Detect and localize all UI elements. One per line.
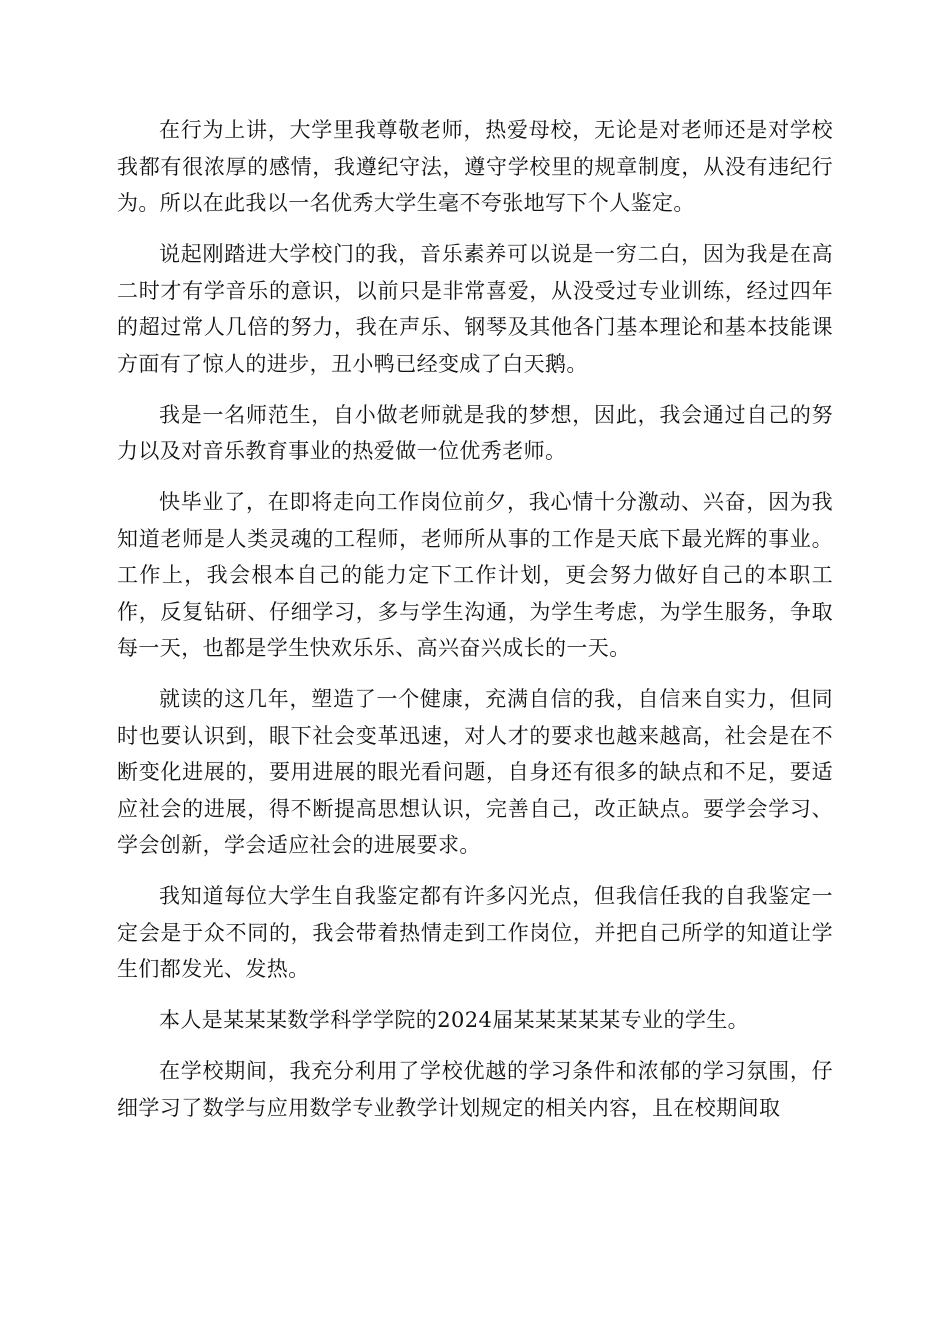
paragraph-graduation: 快毕业了，在即将走向工作岗位前夕，我心情十分激动、兴奋，因为我知道老师是人类灵魂的工程师，老师所从事的工作是天底下最光辉的事业。工作上，我会根本自己的能力定下工作计划，更会努力做好自己的本职工作，反复钻研、仔细学习，多与学生沟通，为学生考虑，为学生服务，争取每一天，也都是学生快欢乐乐、高兴奋兴成长的一天。 <box>117 490 833 660</box>
paragraph-conduct: 在行为上讲，大学里我尊敬老师，热爱母校，无论是对老师还是对学校我都有很浓厚的感情，我遵纪守法，遵守学校里的规章制度，从没有违纪行为。所以在此我以一名优秀大学生毫不夸张地写下个人鉴定。 <box>117 118 833 215</box>
paragraph-self-assessment: 我知道每位大学生自我鉴定都有许多闪光点，但我信任我的自我鉴定一定会是于众不同的，我会带着热情走到工作岗位，并把自己所学的知道让学生们都发光、发热。 <box>117 884 833 981</box>
paragraph-introduction: 本人是某某某数学科学学院的2024届某某某某某专业的学生。 <box>159 1008 750 1032</box>
paragraph-growth: 就读的这几年，塑造了一个健康，充满自信的我，自信来自实力，但同时也要认识到，眼下社会变革迅速，对人才的要求也越来越高，社会是在不断变化进展的，要用进展的眼光看问题，自身还有很多的缺点和不足，要适应社会的进展，得不断提高思想认识，完善自己，改正缺点。要学会学习、学会创新，学会适应社会的进展要求。 <box>117 687 833 857</box>
paragraph-music-progress: 说起刚踏进大学校门的我，音乐素养可以说是一穷二白，因为我是在高二时才有学音乐的意识，以前只是非常喜爱，从没受过专业训练，经过四年的超过常人几倍的努力，我在声乐、钢琴及其他各门基本理论和基本技能课方面有了惊人的进步，丑小鸭已经变成了白天鹅。 <box>117 242 833 376</box>
paragraph-study: 在学校期间，我充分利用了学校优越的学习条件和浓郁的学习氛围，仔细学习了数学与应用数学专业教学计划规定的相关内容，且在校期间取 <box>117 1059 833 1120</box>
paragraph-teacher-dream: 我是一名师范生，自小做老师就是我的梦想，因此，我会通过自己的努力以及对音乐教育事业的热爱做一位优秀老师。 <box>117 402 833 463</box>
document-page <box>117 112 833 1141</box>
